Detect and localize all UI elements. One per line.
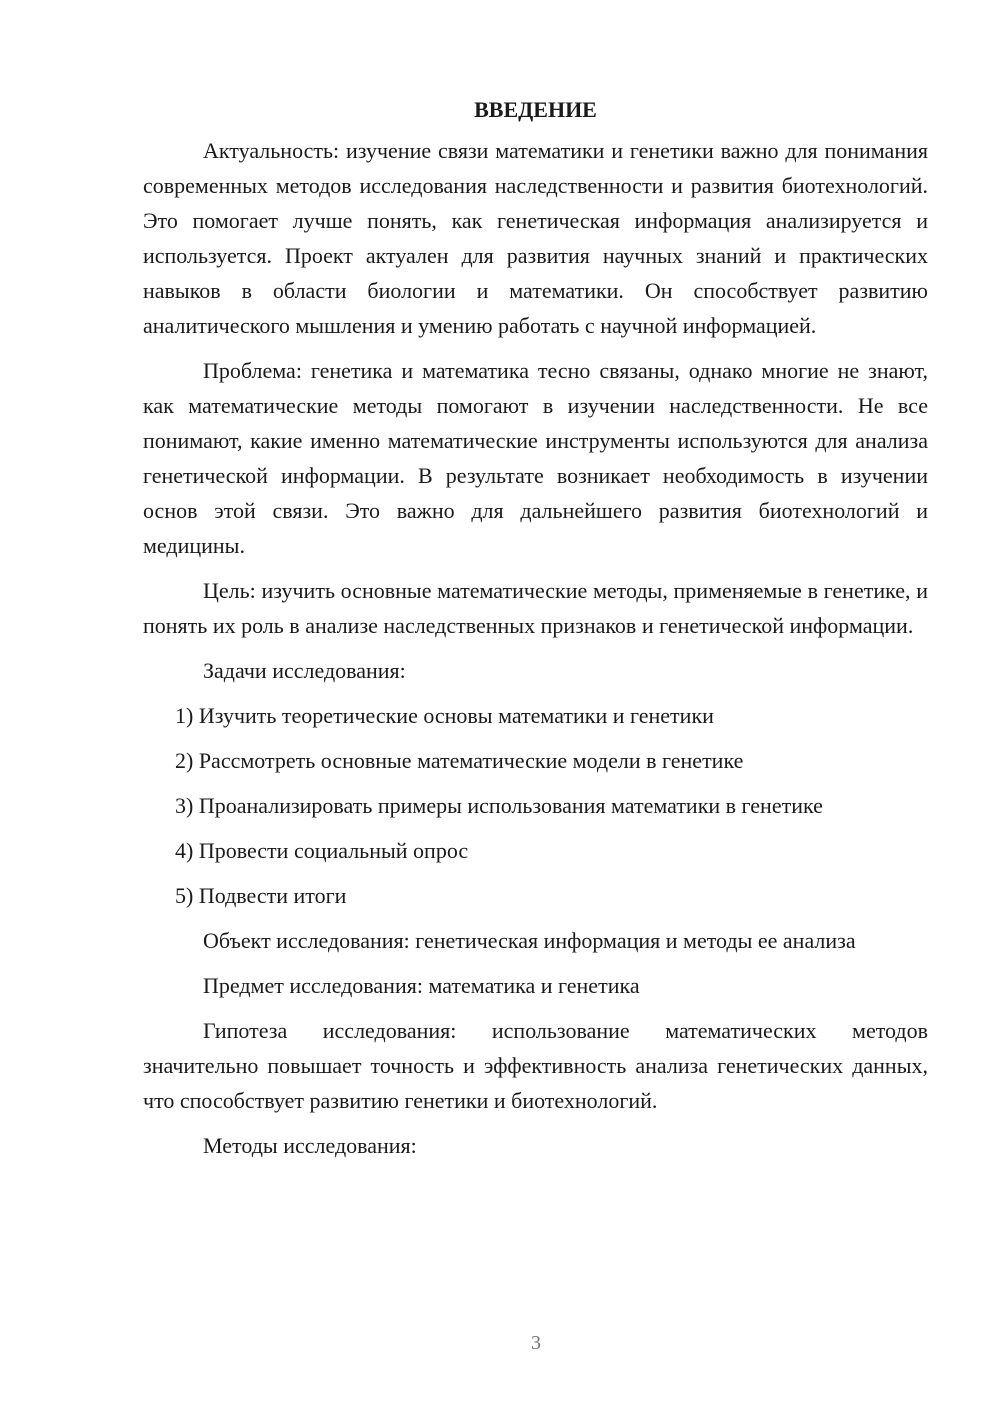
- section-title: ВВЕДЕНИЕ: [474, 97, 597, 122]
- paragraph-tasks-heading: Задачи исследования:: [203, 658, 406, 683]
- list-item: 1) Изучить теоретические основы математики и генетики: [175, 703, 714, 728]
- list-item: 4) Провести социальный опрос: [175, 838, 469, 863]
- paragraph-relevance: Актуальность: изучение связи математики и генетики важно для понимания современных методов исследования наследственности и развития биотехнологий. Это помогает лучше понять, как генетическая информация анализируется и используется. Проект актуален для развития научных знаний и практических навыков в области биологии и математики. Он способствует развитию аналитического мышления и умению работать с научной информацией.: [143, 138, 928, 338]
- paragraph-subject: Предмет исследования: математика и генетика: [203, 973, 640, 998]
- paragraph-object: Объект исследования: генетическая информация и методы ее анализа: [203, 928, 856, 953]
- page-content: [143, 92, 928, 1173]
- paragraph-hypothesis: Гипотеза исследования: использование математических методов значительно повышает точность и эффективность анализа генетических данных, что способствует развитию генетики и биотехнологий.: [143, 1018, 928, 1113]
- tasks-list: [143, 698, 928, 913]
- paragraph-goal: Цель: изучить основные математические методы, применяемые в генетике, и понять их роль в анализе наследственных признаков и генетической информации.: [143, 578, 928, 638]
- list-item: 5) Подвести итоги: [175, 883, 347, 908]
- paragraph-problem: Проблема: генетика и математика тесно связаны, однако многие не знают, как математические методы помогают в изучении наследственности. Не все понимают, какие именно математические инструменты используются для анализа генетической информации. В результате возникает необходимость в изучении основ этой связи. Это важно для дальнейшего развития биотехнологий и медицины.: [143, 358, 928, 558]
- page-number: 3: [531, 1332, 541, 1354]
- paragraph-methods: Методы исследования:: [203, 1133, 417, 1158]
- list-item: 2) Рассмотреть основные математические модели в генетике: [175, 748, 744, 773]
- list-item: 3) Проанализировать примеры использования математики в генетике: [175, 793, 823, 818]
